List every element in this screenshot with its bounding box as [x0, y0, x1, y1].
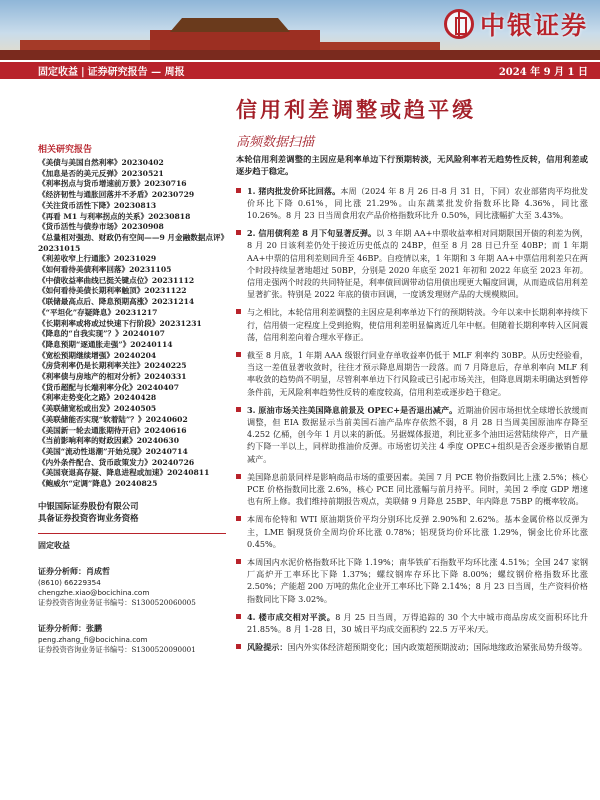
- brand-logo: [444, 6, 588, 42]
- related-report-item[interactable]: 《联储最高点后、降息预期高涨》20231214: [38, 297, 195, 307]
- banner-wall: [0, 50, 600, 60]
- related-report-item[interactable]: 《美联储宽松或出发》20240505: [38, 404, 157, 414]
- related-report-item[interactable]: 《利率拐点与货币增速前万景》20230716: [38, 179, 187, 189]
- key-point: [236, 349, 588, 398]
- key-point: [236, 556, 588, 605]
- analyst-name: 肖成哲: [86, 565, 110, 576]
- related-report-item[interactable]: 《降息预期“逐通胀走强”》20240114: [38, 339, 173, 349]
- bullet-icon: [236, 352, 241, 357]
- key-point: [236, 513, 588, 550]
- header-banner: [0, 0, 600, 60]
- analyst-card: [38, 559, 226, 608]
- key-point: [236, 185, 588, 222]
- logo-text: 中银证券: [479, 11, 588, 40]
- point-body: 截至 8 月底，1 年期 AAA 级银行同业存单收益率仍低于 MLF 利率约 30BP。从历史经验看，当这一差值显著收敛时，往往才预示降息周期告一段落。而 7 月降息后，存单利率向 MLF 利率收敛的趋势尚不明显，尽管利率单边下行风险或已引起市场关注，但降息周期未明确达到暂停条件前，无风险利率趋势性反转的难度较高，信用利差或逐步趋于稳定。: [247, 350, 588, 397]
- related-report-item[interactable]: 《货币超配与长端利率分化》20240407: [38, 382, 179, 392]
- related-report-item[interactable]: 《如何看待美债长期利率触顶》20231122: [38, 286, 187, 296]
- bullet-icon: [236, 614, 241, 619]
- bullet-icon: [236, 644, 241, 649]
- related-reports-list: [38, 158, 226, 490]
- sidebar-divider: [38, 533, 226, 534]
- bullet-icon: [236, 407, 241, 412]
- analyst-name: 张鹏: [86, 622, 102, 633]
- related-report-item[interactable]: 《中债收益率曲线已挺关键点位》20231112: [38, 275, 195, 285]
- related-report-item[interactable]: 《“平坦化”存疑降息》20231217: [38, 307, 158, 317]
- risk-warning: [236, 641, 588, 653]
- related-report-item[interactable]: 《美国衰退高存疑、降息进程或加速》20240811: [38, 468, 210, 478]
- related-report-item[interactable]: 《鲍威尔“定调”降息》20240825: [38, 479, 158, 489]
- related-report-item[interactable]: 《宽松预期继续增强》20240204: [38, 350, 157, 360]
- related-report-item[interactable]: 《总量相对强劲、财政仍有空间——9 月金融数据点评》20231015: [38, 232, 225, 253]
- point-body: 8 月 25 日当周，万得追踪的 30 个大中城市商品房成交面积环比升 21.85%。8 月 1-28 日，30 城日平均成交面积约 22.5 万平米/天。: [247, 611, 588, 635]
- bullet-icon: [236, 309, 241, 314]
- related-report-item[interactable]: 《再看 M1 与利率拐点的关系》20230818: [38, 211, 191, 221]
- related-reports-heading: 相关研究报告: [38, 145, 93, 155]
- summary-intro: 本轮信用利差调整的主因应是利率单边下行预期转淡，无风险利率若无趋势性反转，信用利差或逐步趋于稳定。: [236, 154, 588, 177]
- point-body: 近期油价因市场担忧全球增长放缓而调整，但 EIA 数据显示当前美国石油产品库存依然不弱，8 月 28 日当周美国原油库存降至 4.252 亿桶，创今年 1 月以来的新低。另据媒体报道，利比亚多个油田运营陆续停产，日产量约下降一半以上，同样助推油价反弹。市场密切关注 4 季度 OPEC+组织是否会逐步撤销自愿减产。: [247, 404, 588, 464]
- related-report-item[interactable]: 《内外条件配合、货币政策发力》20240726: [38, 457, 195, 467]
- related-report-item[interactable]: 《长期利率或将或过快速下行阶段》20231231: [38, 318, 202, 328]
- point-body: 美国降息前景同样是影响商品市场的重要因素。美国 7 月 PCE 物价指数同比上涨 2.5%；核心 PCE 价格指数同比涨 2.6%，核心 PCE 同比涨幅与前月持平。同时，美国 2 季度 GDP 增速也有所上修。我们维持前期报告观点，美联储 9 月降息 25BP、年内降息 75BP 的概率较高。: [247, 471, 588, 507]
- key-point: [236, 306, 588, 343]
- related-report-item[interactable]: 《美债与美国自然利率》20230402: [38, 158, 164, 167]
- related-report-item[interactable]: 《降息的“自我实现”？》20240107: [38, 329, 165, 339]
- report-type-bar: [0, 62, 600, 79]
- bullet-icon: [236, 188, 241, 193]
- analyst-role: 证券分析师：: [38, 622, 86, 633]
- analyst-email[interactable]: chengzhe.xiao@bocichina.com: [38, 587, 150, 597]
- sidebar: [38, 142, 226, 663]
- point-lead: 2. 信用债利差 8 月下旬显著反弹。: [247, 228, 377, 239]
- point-body: 本周（2024 年 8 月 26 日-8 月 31 日，下同）农业部猪肉平均批发价环比下降 0.61%，同比涨 21.29%。山东蔬菜批发价指数环比降 4.36%，同比涨 10.26%。8 月 23 日当周食用农产品价格指数环比升 0.50%，同比涨幅扩大至 3.43%。: [247, 185, 588, 220]
- bullet-icon: [236, 230, 241, 235]
- analyst-phone: (8610) 66229354: [38, 577, 101, 587]
- related-report-item[interactable]: 《美国新一轮去通胀期待开启》20240616: [38, 425, 187, 435]
- key-point: [236, 471, 588, 508]
- key-point: [236, 611, 588, 635]
- report-subtitle: 高频数据扫描: [236, 135, 315, 150]
- related-report-item[interactable]: 《当前影响利率的财政因素》20240630: [38, 436, 179, 446]
- bullet-icon: [236, 559, 241, 564]
- report-title: 信用利差调整或趋平缓: [236, 97, 476, 122]
- related-report-item[interactable]: 《加息是否的美元反弹》20230521: [38, 168, 164, 178]
- point-lead: 4. 楼市成交相对平淡。: [247, 611, 336, 622]
- point-body: 本周国内水泥价格指数环比下降 1.19%；南华铁矿石指数平均环比涨 4.51%；全国 247 家钢厂高炉开工率环比下降 1.37%；螺纹钢库存环比下降 8.00%；螺纹钢价格指数环比涨 2.50%；产能超 200 万吨的焦化企业开工率环比下降 2.14%；8 月 23 日当周，生产资料价格指数同比下降 3.02%。: [247, 557, 588, 604]
- point-body: 国内外实体经济超预期变化；国内政策超预期波动；国际地缘政治紧张局势升级等。: [287, 642, 587, 653]
- related-report-item[interactable]: 《美联储能否实现“软着陆”？》20240602: [38, 414, 188, 424]
- related-report-item[interactable]: 《房贷利率仍是长期利率关注》20240225: [38, 361, 187, 371]
- point-body: 本周布伦特和 WTI 原油期货价平均分别环比反弹 2.90%和 2.62%。基本金属价格以反弹为主，LME 铜现货价全周均价环比涨 0.78%；铝现货均价环比涨 1.29%，铜金比价环比涨 0.45%。: [247, 514, 588, 549]
- boc-logo-icon: [444, 9, 474, 39]
- related-report-item[interactable]: 《利率债与房地产的相对分析》20240331: [38, 372, 187, 382]
- point-lead: 风险提示：: [247, 642, 288, 653]
- report-date: 2024 年 9 月 1 日: [498, 67, 588, 78]
- analyst-card: [38, 616, 226, 655]
- related-report-item[interactable]: 《美国“流动性退潮”开始兑现》20240714: [38, 446, 188, 456]
- point-lead: 3. 原油市场关注美国降息前景及 OPEC+是否退出减产。: [247, 404, 458, 415]
- organization-name: 中银国际证券股份有限公司 具备证券投资咨询业务资格: [38, 500, 139, 523]
- related-report-item[interactable]: 《关注货币活性下降》20230813: [38, 200, 157, 210]
- bullet-icon: [236, 474, 241, 479]
- related-report-item[interactable]: 《货币活性与债券市场》20230908: [38, 222, 164, 232]
- banner-roof: [170, 18, 290, 32]
- key-point: [236, 227, 588, 300]
- section-label: 固定收益: [38, 539, 70, 550]
- point-lead: 1. 猪肉批发价环比回落。: [247, 185, 341, 196]
- analyst-license: 证券投资咨询业务证书编号：S1300520060005: [38, 597, 196, 607]
- key-point: [236, 404, 588, 465]
- related-report-item[interactable]: 《如何看待美债利率回落》20231105: [38, 265, 172, 275]
- analyst-email[interactable]: peng.zhang_fi@bocichina.com: [38, 634, 148, 644]
- analyst-license: 证券投资咨询业务证书编号：S1300520090001: [38, 644, 196, 654]
- related-report-item[interactable]: 《经济韧性与通胀回落并不矛盾》20230729: [38, 190, 195, 200]
- main-content: [236, 153, 588, 660]
- analyst-role: 证券分析师：: [38, 565, 86, 576]
- related-report-item[interactable]: 《利差收窄上行通胀》20231029: [38, 254, 157, 264]
- point-body: 以 3 年期 AA+中票收益率相对同期限国开债的利差为例，8 月 20 日该利差仍处于接近历史低点的 24BP，但至 8 月 28 日已升至 40BP；而 1 年期 AA+中票的信用利差则回升至 46BP。自疫情以来，1 年期和 3 年期 AA+中票信用利差只在两个时段持续显著地超过 50BP，分别是 2020 年底至 2021 年初和 2022 年底至 2023 年初。信用走强两个时段的共同特征是，利率债回调带动信用债出现更大幅度回调，从而造成信用利差显著扩张。特别是 2022 年底的债市回调，一度诱发理财产品的大规模赎回。: [247, 228, 588, 300]
- report-category: 固定收益 | 证券研究报告 — 周报: [38, 67, 185, 78]
- point-body: 与之相比，本轮信用利差调整的主因应是利率单边下行的预期转淡。今年以来中长期利率持续下行，信用债一定程度上受到抢购，使信用利差明显偏离近几年中枢。但随着长期利率转入区间震荡，信用利差向着合理水平修正。: [247, 307, 588, 342]
- related-report-item[interactable]: 《利率走势变化之路》20240428: [38, 393, 157, 403]
- bullet-icon: [236, 516, 241, 521]
